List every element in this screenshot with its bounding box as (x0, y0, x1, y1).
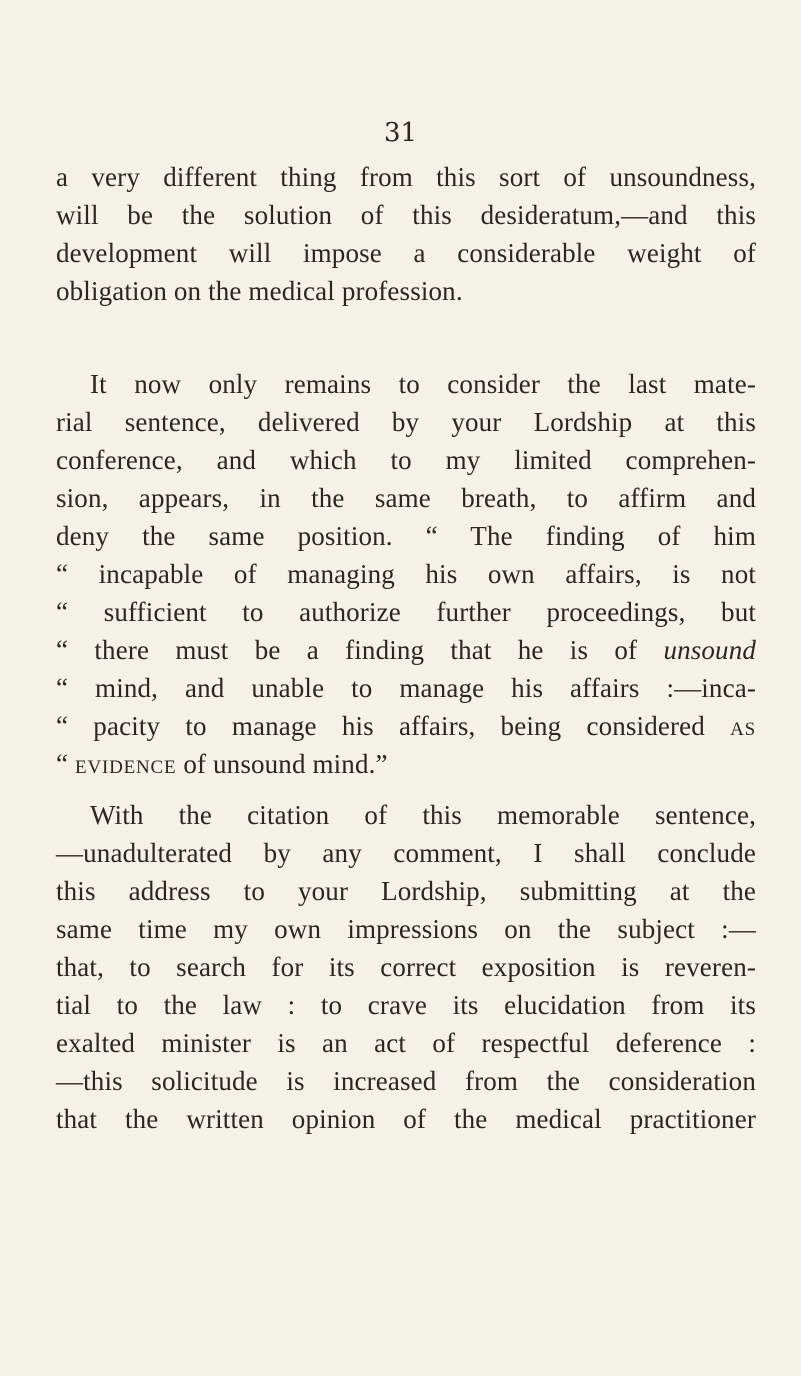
text-line: —unadulterated by any comment, I shall conclude (56, 838, 756, 868)
text-line: a very different thing from this sort of unsoundness, (56, 162, 756, 192)
text-line: will be the solution of this desideratum,—and this (56, 200, 756, 230)
text-segment: “ there must be a finding that he is of (56, 635, 638, 665)
text-line: this address to your Lordship, submitting at the (56, 876, 756, 906)
quote-mark: “ (56, 749, 69, 779)
text-line: deny the same position. “ The finding of him (56, 521, 756, 551)
text-line: “ incapable of managing his own affairs, is not (56, 559, 756, 589)
text-line: development will impose a considerable weight of (56, 238, 756, 268)
text-line: tial to the law : to crave its elucidation from its (56, 990, 756, 1020)
text-segment: of unsound mind.” (183, 749, 388, 779)
paragraph-1 (56, 158, 756, 310)
paragraph-3 (56, 796, 756, 1138)
text-line: “ sufficient to authorize further proceedings, but (56, 597, 756, 627)
text-line: “ mind, and unable to manage his affairs :—inca- (56, 673, 756, 703)
text-line: It now only remains to consider the last mate- (90, 369, 756, 399)
text-line: conference, and which to my limited comprehen- (56, 445, 756, 475)
paragraph-2 (56, 365, 756, 783)
text-line: that the written opinion of the medical practitioner (56, 1104, 756, 1134)
text-line: exalted minister is an act of respectful deference : (56, 1028, 756, 1058)
text-line-composite (56, 745, 756, 783)
text-line: With the citation of this memorable sentence, (90, 800, 756, 830)
text-line: that, to search for its correct exposition is reveren- (56, 952, 756, 982)
text-line-composite (56, 631, 756, 669)
small-caps-word: evidence (75, 749, 177, 779)
text-line: same time my own impressions on the subject :— (56, 914, 756, 944)
text-line: obligation on the medical profession. (56, 276, 463, 306)
italic-word: unsound (663, 635, 756, 665)
text-line: rial sentence, delivered by your Lordship at this (56, 407, 756, 437)
page-number: 31 (383, 118, 418, 148)
text-line: sion, appears, in the same breath, to affirm and (56, 483, 756, 513)
text-segment: “ pacity to manage his affairs, being considered (56, 711, 705, 741)
text-line-composite (56, 707, 756, 745)
small-caps-word: as (730, 711, 756, 741)
text-line: —this solicitude is increased from the consideration (56, 1066, 756, 1096)
